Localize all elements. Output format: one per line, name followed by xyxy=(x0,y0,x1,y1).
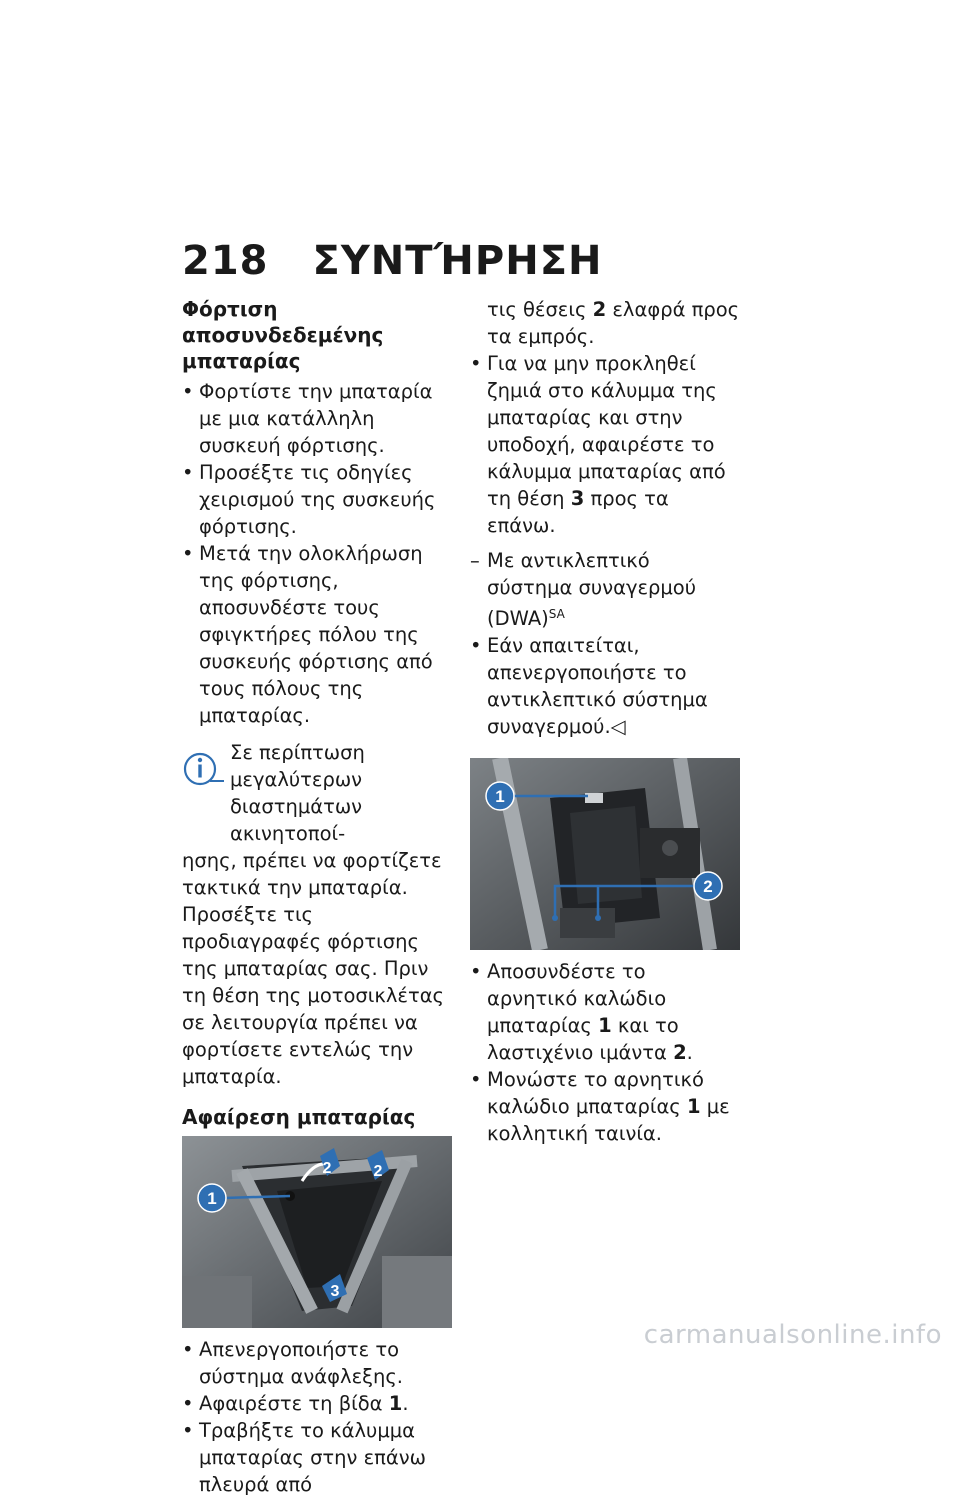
callout-label: 2 xyxy=(703,877,713,896)
left-column xyxy=(182,296,452,1498)
list-item: • Αποσυνδέστε το αρνητικό καλώδιο μπαταρίας 1 και το λαστιχένιο ιμάντα 2. xyxy=(470,958,740,1066)
list-item: • Εάν απαιτείται, απενεργοποιήστε το αντικλεπτικό σύστημα συναγερμού.◁ xyxy=(470,632,740,740)
battery-illustration xyxy=(470,758,740,950)
list-item: • Αφαιρέστε τη βίδα 1. xyxy=(182,1390,452,1417)
callout-label: 3 xyxy=(330,1283,340,1300)
note-line-2: διαστημάτων ακινητοποί- xyxy=(230,795,363,845)
page-number: 218 xyxy=(182,238,269,284)
battery-cable-photo xyxy=(470,758,740,950)
callout-label: 2 xyxy=(373,1163,383,1180)
list-item: • Για να μην προκληθεί ζημιά στο κάλυμμα της μπαταρίας και στην υποδοχή, αφαιρέστε το κάλυμμα μπαταρίας από τη θέση 3 προς τα επάνω. xyxy=(470,350,740,539)
list-item: • Φορτίστε την μπαταρία με μια κατάλληλη συσκευή φόρτισης. xyxy=(182,378,452,459)
info-note xyxy=(182,739,452,1090)
watermark: carmanualsonline.info xyxy=(643,1320,942,1350)
frame-illustration xyxy=(182,1136,452,1328)
heading-remove-battery: Αφαίρεση μπαταρίας xyxy=(182,1105,416,1129)
list-item: • Απενεργοποιήστε το σύστημα ανάφλεξης. xyxy=(182,1336,452,1390)
battery-cover-photo xyxy=(182,1136,452,1328)
note-line-1: Σε περίπτωση μεγαλύτερων xyxy=(230,741,365,791)
callout-label: 1 xyxy=(207,1189,217,1208)
callout-label: 2 xyxy=(322,1160,332,1177)
callout-label: 1 xyxy=(495,787,505,806)
page-header xyxy=(182,238,603,284)
list-item: • Μονώστε το αρνητικό καλώδιο μπαταρίας 1 με κολλητική ταινία. xyxy=(470,1066,740,1147)
continued-text: τις θέσεις 2 ελαφρά προς τα εμπρός. xyxy=(487,298,740,348)
note-text: ησης, πρέπει να φορτίζετε τακτικά την μπαταρία. Προσέξτε τις προδιαγραφές φόρτισης της μπαταρίας σας. Πριν τη θέση της μοτοσικλέτας σε λειτουργία πρέπει να φορτίσετε εντελώς την μπαταρία. xyxy=(182,849,445,1088)
list-item: • Προσέξτε τις οδηγίες χειρισμού της συσκευής φόρτισης. xyxy=(182,459,452,540)
dwa-condition: – Με αντικλεπτικό σύστημα συναγερμού (DWA)$^{SA}$ xyxy=(470,547,740,632)
right-column xyxy=(470,296,740,1147)
heading-charging: Φόρτιση αποσυνδεδεμένης μπαταρίας xyxy=(182,297,384,373)
info-icon xyxy=(182,745,226,789)
list-item: • Τραβήξτε το κάλυμμα μπαταρίας στην επάνω πλευρά από xyxy=(182,1417,452,1498)
list-item: • Μετά την ολοκλήρωση της φόρτισης, αποσυνδέστε τους σφιγκτήρες πόλου της συσκευής φόρτισης από τους πόλους της μπαταρίας. xyxy=(182,540,452,729)
section-title: ΣΥΝΤΉΡΗΣΗ xyxy=(312,238,603,284)
